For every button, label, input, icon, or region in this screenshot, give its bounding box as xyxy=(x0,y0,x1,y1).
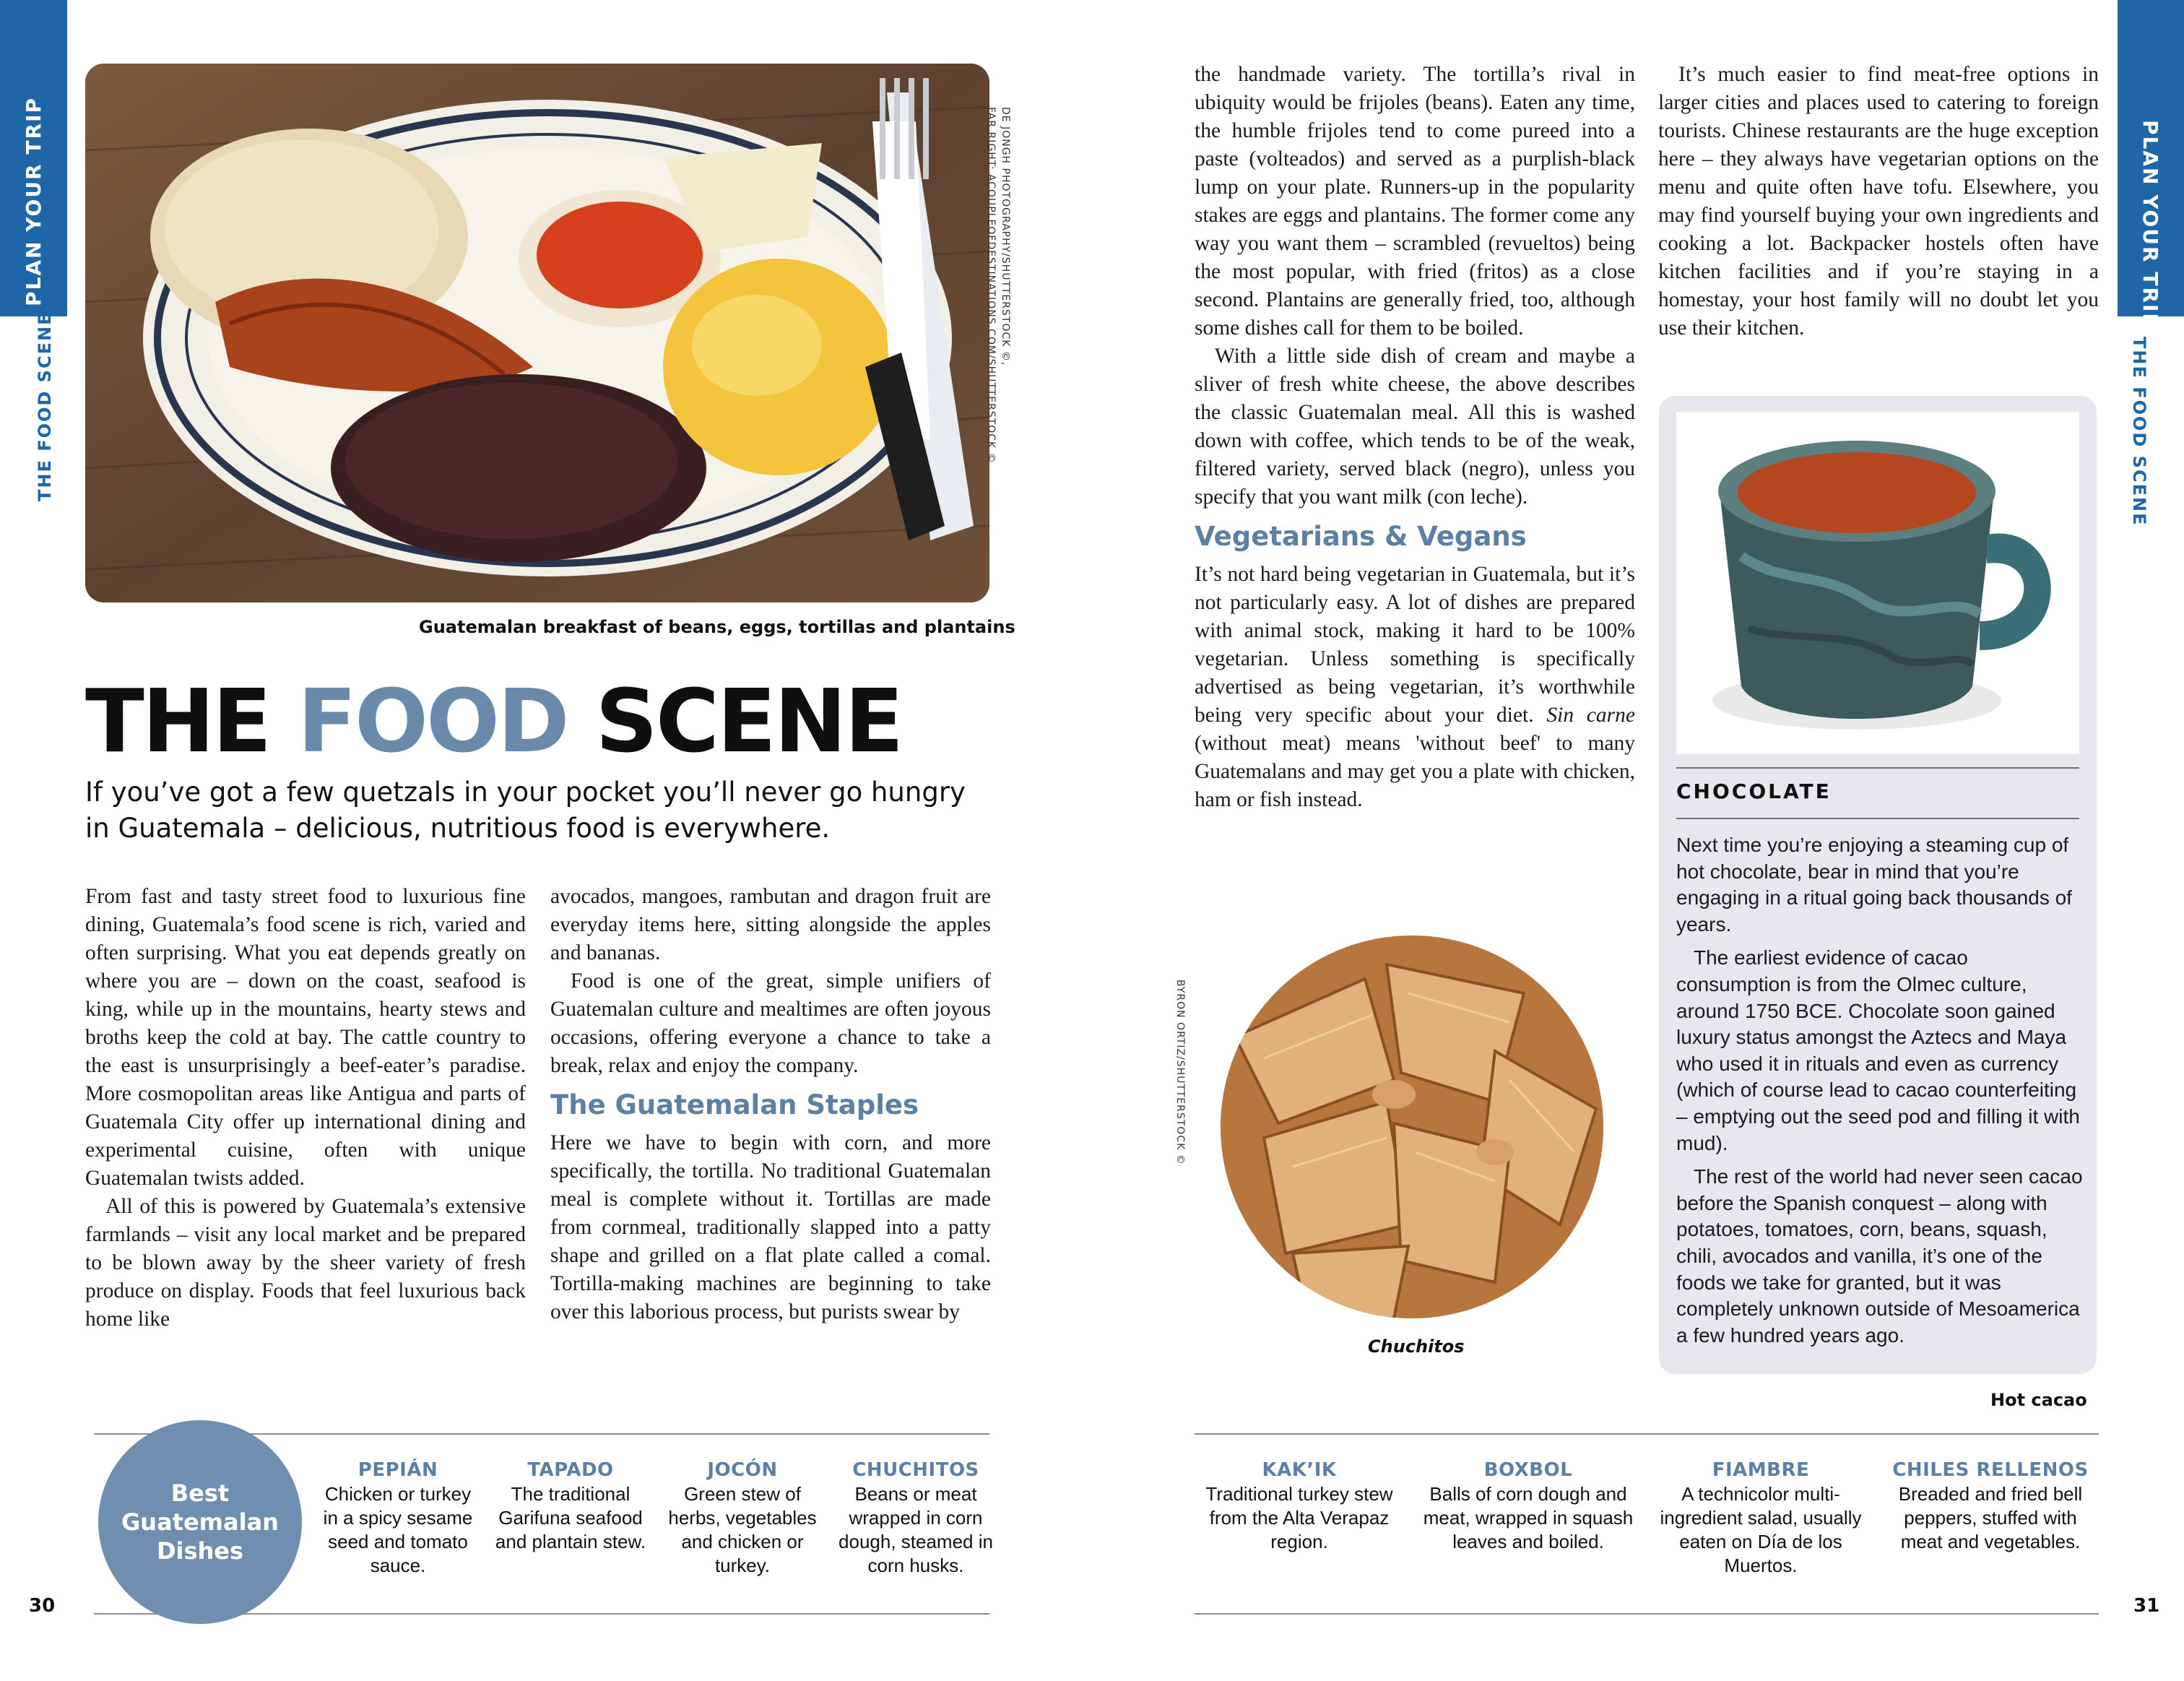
dish-description: A technicolor multi-ingredient salad, usually eaten on Día de los Muertos. xyxy=(1660,1483,1862,1576)
dish-item xyxy=(316,1458,480,1578)
body-column-4 xyxy=(1658,61,2099,342)
dish-name: PEPIÁN xyxy=(358,1459,438,1481)
sidebar-rule-top xyxy=(1676,767,2079,769)
dish-description: Chicken or turkey in a spicy sesame seed and tomato sauce. xyxy=(323,1483,473,1576)
dish-description: Beans or meat wrapped in corn dough, steamed in corn husks. xyxy=(838,1483,993,1576)
dish-name: TAPADO xyxy=(527,1459,614,1481)
right-section-label: THE FOOD SCENE xyxy=(2129,337,2149,527)
standfirst: If you’ve got a few quetzals in your pocket you’ll never go hungry in Guatemala – delicious, nutritious food is everywhere. xyxy=(85,777,966,844)
dish-description: Balls of corn dough and meat, wrapped in squash leaves and boiled. xyxy=(1423,1483,1634,1552)
paragraph: Food is one of the great, simple unifiers of Guatemalan culture and mealtimes are often joyous occasions, offering everyone a chance to take a break, relax and enjoy the company. xyxy=(550,969,991,1077)
best-dishes-badge: Best Guatemalan Dishes xyxy=(98,1420,302,1624)
page-number-left: 30 xyxy=(29,1595,56,1617)
main-photo-credit: DE JONGH PHOTOGRAPHY/SHUTTERSTOCK ©, FAR RIGHT: ACOUPLEOFDESTINATIONS.COM/SHUTTERSTOCK © xyxy=(985,107,1011,464)
dish-description: Green stew of herbs, vegetables and chicken or turkey. xyxy=(668,1483,817,1576)
paragraph: The earliest evidence of cacao consumption is from the Olmec culture, around 1750 BCE. Chocolate soon gained luxury status amongst the Aztecs and Maya who used it in rituals and even as currency (which of course lead to cacao counterfeiting – emptying out the seed pod and filling it with mud). xyxy=(1676,946,2080,1154)
sidebar-text xyxy=(1676,832,2085,1349)
dish-name: KAK’IK xyxy=(1262,1459,1337,1481)
dish-item xyxy=(491,1458,650,1554)
body-column-2 xyxy=(550,883,991,1326)
right-tab-label: PLAN YOUR TRIP xyxy=(2138,120,2162,329)
dish-name: CHILES RELLENOS xyxy=(1892,1459,2089,1481)
hot-cacao-caption: Hot cacao xyxy=(1990,1390,2087,1410)
chuchitos-illustration xyxy=(1221,935,1603,1318)
paragraph: Next time you’re enjoying a steaming cup of hot chocolate, bear in mind that you’re engaging in a ritual going back thousands of years. xyxy=(1676,834,2072,935)
dish-name: JOCÓN xyxy=(707,1459,778,1481)
dish-item xyxy=(1420,1458,1637,1554)
chuchitos-photo xyxy=(1221,935,1603,1318)
breakfast-photo xyxy=(85,64,989,602)
dishes-rule-right-top xyxy=(1195,1433,2099,1435)
chocolate-sidebar xyxy=(1659,396,2097,1374)
cacao-mug-illustration xyxy=(1676,412,2079,754)
main-photo-caption: Guatemalan breakfast of beans, eggs, tortillas and plantains xyxy=(419,617,1015,637)
paragraph: the handmade variety. The tortilla’s rival in ubiquity would be frijoles (beans). Eaten any time, the humble frijoles tend to come pureed into a paste (volteados) and served as a purplish-black lump on your plate. Runners-up in the popularity stakes are eggs and plantains. The former come any way you want them – scrambled (revueltos) being the most popular, with fried (fritos) as a close second. Plantains are generally fried, too, although some dishes call for them to be boiled. xyxy=(1195,63,1635,340)
dishes-rule-right-bottom xyxy=(1195,1613,2099,1615)
dish-description: The traditional Garifuna seafood and plantain stew. xyxy=(495,1483,646,1552)
paragraph: With a little side dish of cream and maybe a sliver of fresh white cheese, the above describes the classic Guatemalan meal. All this is washed down with coffee, which tends to be of the weak, filtered variety, served black (negro), unless you specify that you want milk (con leche). xyxy=(1195,345,1635,509)
dish-item xyxy=(663,1458,822,1578)
chuchitos-photo-credit: BYRON ORTIZ/SHUTTERSTOCK © xyxy=(1174,980,1186,1165)
paragraph: Here we have to begin with corn, and more specifically, the tortilla. No traditional Guatemalan meal is complete without it. Tortillas are made from cornmeal, traditionally slapped into a patty shape and grilled on a flat plate called a comal. Tortilla-making machines are beginning to take over this laborious process, but purists swear by xyxy=(550,1131,991,1323)
dish-item xyxy=(1882,1458,2099,1554)
section-heading-vegetarians: Vegetarians & Vegans xyxy=(1195,521,1527,552)
page-title: THE FOOD SCENE xyxy=(85,672,902,772)
paragraph: It’s much easier to find meat-free options in larger cities and places used to catering to foreign tourists. Chinese restaurants are the huge exception here – they always have vegetarian options on the menu and quite often have tofu. Elsewhere, you may find yourself buying your own ingredients and cooking a lot. Backpacker hostels often have kitchen facilities and if you’re staying in a homestay, your host family will no doubt let you use their kitchen. xyxy=(1658,63,2099,340)
hot-cacao-photo xyxy=(1676,412,2079,754)
left-tab-label: PLAN YOUR TRIP xyxy=(22,97,46,306)
dish-item xyxy=(836,1458,995,1578)
dish-description: Traditional turkey stew from the Alta Verapaz region. xyxy=(1205,1483,1393,1552)
chuchitos-caption: Chuchitos xyxy=(1368,1336,1465,1357)
paragraph: All of this is powered by Guatemala’s extensive farmlands – visit any local market and be prepared to be blown away by the sheer variety of fresh produce on display. Foods that feel luxurious back home like xyxy=(85,1195,526,1331)
left-section-label: THE FOOD SCENE xyxy=(35,311,55,501)
paragraph: It’s not hard being vegetarian in Guatemala, but it’s not particularly easy. A lot of dishes are prepared with animal stock, making it hard to be 100% vegetarian. Unless something is specifically advertised as being vegetarian, it’s worthwhile being very specific about your diet. Sin carne (without meat) means 'without beef' to many Guatemalans and may get you a plate with chicken, ham or fish instead. xyxy=(1195,563,1635,811)
body-column-1 xyxy=(85,883,526,1334)
dish-name: FIAMBRE xyxy=(1712,1459,1810,1481)
dish-name: BOXBOL xyxy=(1483,1459,1573,1481)
breakfast-plate-illustration xyxy=(85,64,989,602)
sidebar-rule-bottom xyxy=(1676,818,2079,819)
dish-description: Breaded and fried bell peppers, stuffed with meat and vegetables. xyxy=(1898,1483,2083,1552)
sidebar-title: CHOCOLATE xyxy=(1676,779,1832,803)
dish-item xyxy=(1654,1458,1868,1578)
paragraph: The rest of the world had never seen cacao before the Spanish conquest – along with potatoes, tomatoes, corn, beans, squash, chili, avocados and vanilla, it’s one of the foods we take for granted, but it was completely unknown outside of Mesoamerica a few hundred years ago. xyxy=(1676,1165,2083,1347)
paragraph: avocados, mangoes, rambutan and dragon fruit are everyday items here, sitting alongside the apples and bananas. xyxy=(550,885,991,964)
page-number-right: 31 xyxy=(2133,1595,2160,1617)
dish-name: CHUCHITOS xyxy=(852,1459,979,1481)
paragraph: From fast and tasty street food to luxurious fine dining, Guatemala’s food scene is rich, varied and often surprising. What you eat depends greatly on where you are – down on the coast, seafood is king, while up in the mountains, hearty stews and broths keep the cold at bay. The cattle country to the east is unsurprisingly a beef-eater’s paradise. More cosmopolitan areas like Antigua and parts of Guatemala City offer up international dining and experimental cuisine, often with unique Guatemalan twists added. xyxy=(85,885,526,1190)
dish-item xyxy=(1195,1458,1404,1554)
section-heading-staples: The Guatemalan Staples xyxy=(550,1089,919,1120)
body-column-3 xyxy=(1195,61,1635,814)
